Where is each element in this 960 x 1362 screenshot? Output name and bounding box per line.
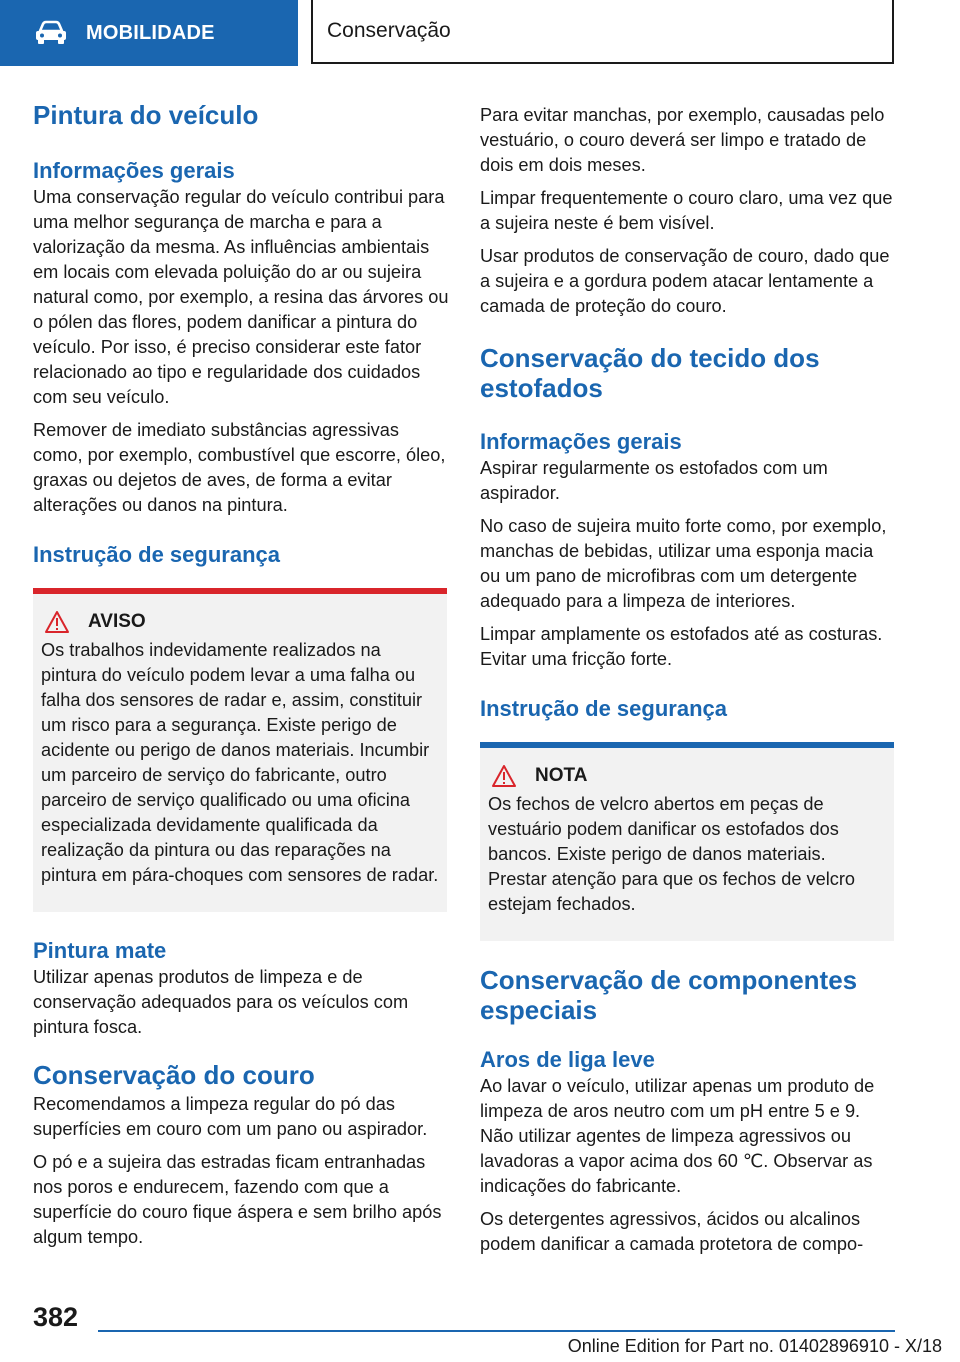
car-icon (34, 20, 68, 46)
caution-triangle-icon (491, 764, 517, 788)
warning-text: Os trabalhos indevidamente realizados na pintura do veículo podem levar a uma falha ou falha dos sensores de radar e, assim, constituir um risco para a segurança. Existe perigo de acidente ou perigo de danos materiais. Incumbir um parceiro de serviço do fabricante, outro parceiro de serviço qualificado ou uma oficina especializada devidamente qualificada da realização da pintura ou das reparações na pintura em pára-choques com sensores de radar. (41, 640, 439, 885)
paragraph-couro-produtos: Usar produtos de conservação de couro, dado que a sujeira e a gordura podem atacar lentamente a camada de proteção do couro. (480, 246, 890, 316)
heading-pintura-veiculo: Pintura do veículo (33, 100, 259, 130)
warning-triangle-icon (44, 610, 70, 634)
paragraph-pintura-mate: Utilizar apenas produtos de limpeza e de conservação adequados para os veículos com pintura fosca. (33, 967, 409, 1037)
warning-header (41, 608, 439, 636)
paragraph-couro-po: O pó e a sujeira das estradas ficam entranhadas nos poros e endurecem, fazendo com que a superfície do couro fique áspera e sem brilho após algum tempo. (33, 1152, 442, 1247)
chapter-tab (311, 0, 894, 64)
paragraph-remover-substancias: Remover de imediato substâncias agressivas como, por exemplo, combustível que escorre, óleo, graxas ou dejetos de aves, de forma a evitar alterações ou danos na pintura. (33, 420, 446, 515)
note-header (488, 762, 886, 790)
left-column (33, 100, 449, 1250)
paragraph-tecido-aspirar: Aspirar regularmente os estofados com um aspirador. (480, 458, 828, 503)
heading-instrucao-seguranca: Instrução de segurança (33, 542, 280, 567)
warning-box (33, 588, 447, 912)
note-text: Os fechos de velcro abertos em peças de vestuário podem danificar os estofados dos bancos. Existe perigo de danos materiais. Prestar atenção para que os fechos de velcro estejam fechados. (488, 794, 856, 914)
paragraph-couro-limpeza: Recomendamos a limpeza regular do pó das superfícies em couro com um pano ou aspirador. (33, 1094, 428, 1139)
heading-informacoes-gerais: Informações gerais (33, 158, 235, 183)
right-column (480, 100, 896, 1257)
chapter-label: Conservação (327, 19, 451, 42)
heading-conservacao-couro: Conservação do couro (33, 1060, 315, 1090)
section-label: MOBILIDADE (86, 21, 215, 44)
page-number: 382 (33, 1302, 79, 1332)
paragraph-conservacao-regular: Uma conservação regular do veículo contribui para uma melhor segurança de marcha e para a valorização da mesma. As influências ambientais em locais com elevada poluição do ar ou sujeira natural como, por exemplo, a resina das árvores ou o pólen das flores, podem danificar a pintura do veículo. Por isso, é preciso considerar este fator relacionado ao tipo e regularidade dos cuidados com seu veículo. (33, 187, 449, 407)
section-tab-mobilidade (0, 0, 298, 66)
page-footer (0, 1298, 960, 1362)
paragraph-couro-manchas: Para evitar manchas, por exemplo, causadas pelo vestuário, o couro deverá ser limpo e tratado de dois em dois meses. (480, 105, 885, 175)
heading-conservacao-tecido: Conservação do tecido dos estofados (480, 343, 820, 403)
heading-instrucao-seguranca-tecido: Instrução de segurança (480, 696, 727, 721)
warning-title: AVISO (88, 611, 146, 632)
paragraph-tecido-costuras: Limpar amplamente os estofados até as costuras. Evitar uma fricção forte. (480, 624, 883, 669)
heading-componentes-especiais: Conservação de componentes especiais (480, 965, 858, 1025)
footer-divider (98, 1330, 895, 1332)
heading-informacoes-gerais-tecido: Informações gerais (480, 429, 682, 454)
paragraph-aros-lavar: Ao lavar o veículo, utilizar apenas um produto de limpeza de aros neutro com um pH entre 5 e 9. Não utilizar agentes de limpeza agressivos ou lavadoras a vapor acima dos 60 ℃. Observar as indicações do fabricante. (480, 1076, 875, 1196)
paragraph-aros-detergentes: Os detergentes agressivos, ácidos ou alcalinos podem danificar a camada protetora de compo- (480, 1209, 864, 1254)
footer-edition-text: Online Edition for Part no. 01402896910 - X/18 (567, 1336, 942, 1356)
heading-aros-liga-leve: Aros de liga leve (480, 1047, 655, 1072)
page-header (0, 0, 960, 68)
paragraph-tecido-sujeira: No caso de sujeira muito forte como, por exemplo, manchas de bebidas, utilizar uma esponja macia ou um pano de microfibras com um detergente adequado para a limpeza de interiores. (480, 516, 887, 611)
paragraph-couro-claro: Limpar frequentemente o couro claro, uma vez que a sujeira neste é bem visível. (480, 188, 893, 233)
note-title: NOTA (535, 765, 588, 786)
note-box (480, 742, 894, 941)
heading-pintura-mate: Pintura mate (33, 938, 167, 963)
